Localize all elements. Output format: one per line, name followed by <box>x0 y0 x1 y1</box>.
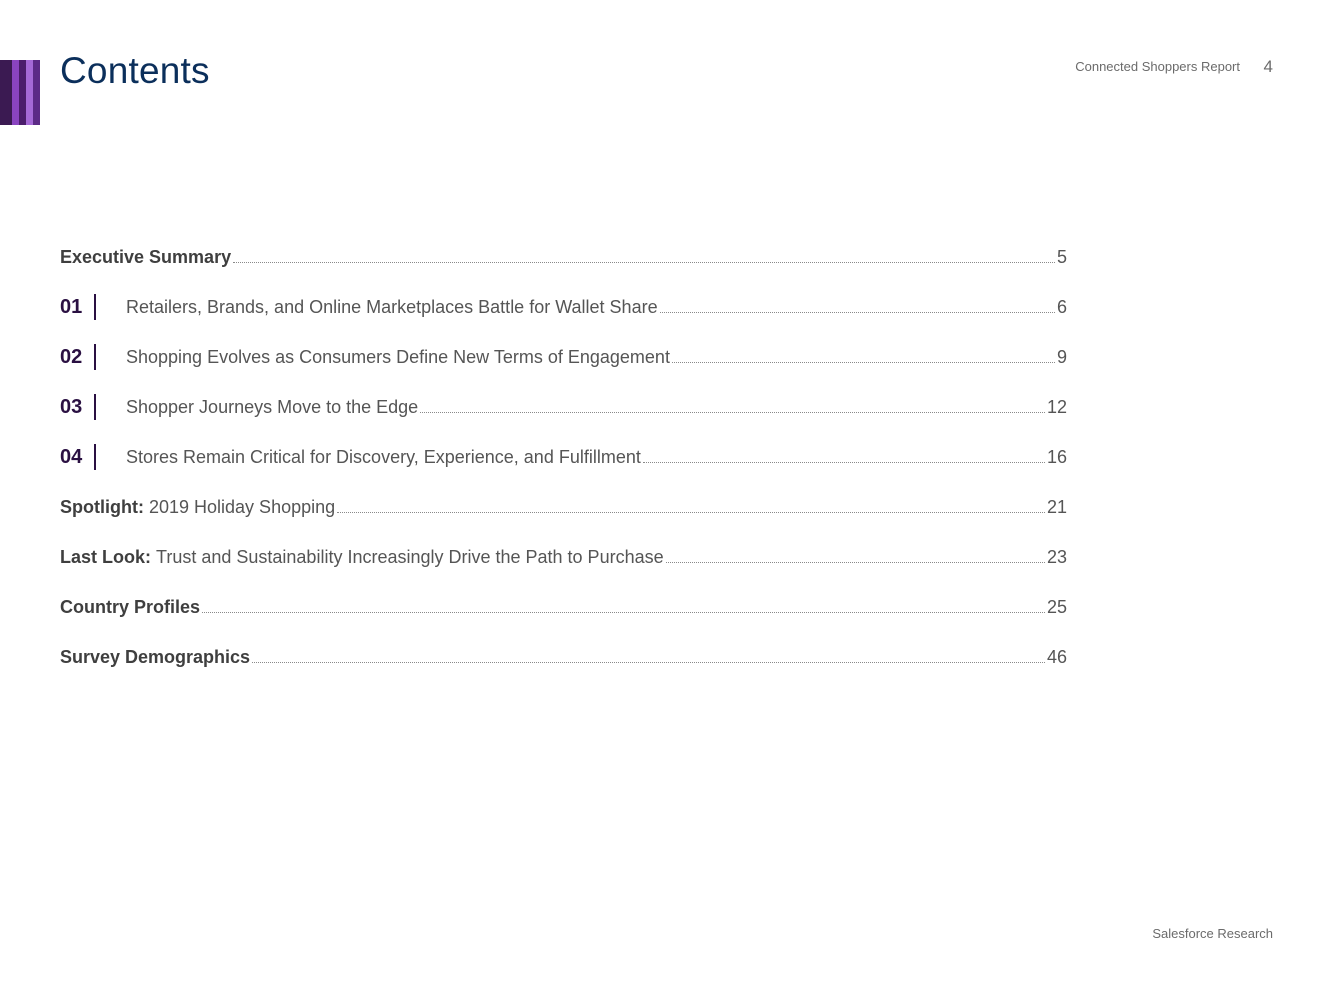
toc-page-number: 6 <box>1056 296 1067 317</box>
chapter-title: Retailers, Brands, and Online Marketplaces Battle for Wallet Share <box>126 296 658 317</box>
toc-entry-chapter-02[interactable] <box>60 332 1067 382</box>
toc-page-number: 21 <box>1046 496 1067 517</box>
toc-entry-chapter-01[interactable] <box>60 282 1067 332</box>
dot-leader <box>660 312 1055 313</box>
dot-leader <box>666 562 1045 563</box>
toc-entry-chapter-03[interactable] <box>60 382 1067 432</box>
toc-entry-label: Survey Demographics <box>60 646 251 667</box>
toc-entry-survey-demographics[interactable] <box>60 632 1067 682</box>
dot-leader <box>337 512 1045 513</box>
toc-page-number: 46 <box>1046 646 1067 667</box>
chapter-divider <box>94 394 96 420</box>
toc-entry-last-look[interactable] <box>60 532 1067 582</box>
toc-page-number: 12 <box>1046 396 1067 417</box>
toc-entry-title: 2019 Holiday Shopping <box>148 496 336 517</box>
toc-entry-chapter-04[interactable] <box>60 432 1067 482</box>
accent-bar <box>0 60 12 125</box>
toc-entry-prefix: Last Look: <box>60 546 152 567</box>
toc-entry-country-profiles[interactable] <box>60 582 1067 632</box>
toc-entry-title: Trust and Sustainability Increasingly Drive the Path to Purchase <box>156 546 664 567</box>
toc-page-number: 25 <box>1046 596 1067 617</box>
toc-entry-spotlight[interactable] <box>60 482 1067 532</box>
toc-entry-label: Executive Summary <box>60 246 232 267</box>
chapter-divider <box>94 294 96 320</box>
dot-leader <box>643 462 1045 463</box>
page-number: 4 <box>1263 57 1273 76</box>
chapter-title: Shopper Journeys Move to the Edge <box>126 396 419 417</box>
chapter-number: 02 <box>60 345 83 368</box>
dot-leader <box>420 412 1045 413</box>
chapter-number: 04 <box>60 445 83 468</box>
toc-entry-executive-summary[interactable] <box>60 232 1067 282</box>
page-title: Contents <box>60 50 210 91</box>
chapter-number: 03 <box>60 395 83 418</box>
report-name: Connected Shoppers Report <box>1075 59 1240 74</box>
chapter-title: Shopping Evolves as Consumers Define New Terms of Engagement <box>126 346 670 367</box>
chapter-title: Stores Remain Critical for Discovery, Experience, and Fulfillment <box>126 446 641 467</box>
chapter-divider <box>94 344 96 370</box>
toc-page-number: 5 <box>1056 246 1067 267</box>
dot-leader <box>233 262 1055 263</box>
toc-entry-prefix: Spotlight: <box>60 496 144 517</box>
accent-bar <box>26 60 33 125</box>
footer-brand: Salesforce Research <box>1152 926 1273 941</box>
accent-bar <box>12 60 19 125</box>
toc-entry-label: Country Profiles <box>60 596 201 617</box>
table-of-contents <box>60 232 1067 682</box>
accent-bar <box>33 60 40 125</box>
dot-leader <box>202 612 1045 613</box>
dot-leader <box>252 662 1045 663</box>
dot-leader <box>672 362 1055 363</box>
accent-bar <box>19 60 26 125</box>
chapter-divider <box>94 444 96 470</box>
accent-bars <box>0 60 40 125</box>
toc-page-number: 9 <box>1056 346 1067 367</box>
chapter-number: 01 <box>60 295 83 318</box>
toc-page-number: 16 <box>1046 446 1067 467</box>
toc-page-number: 23 <box>1046 546 1067 567</box>
